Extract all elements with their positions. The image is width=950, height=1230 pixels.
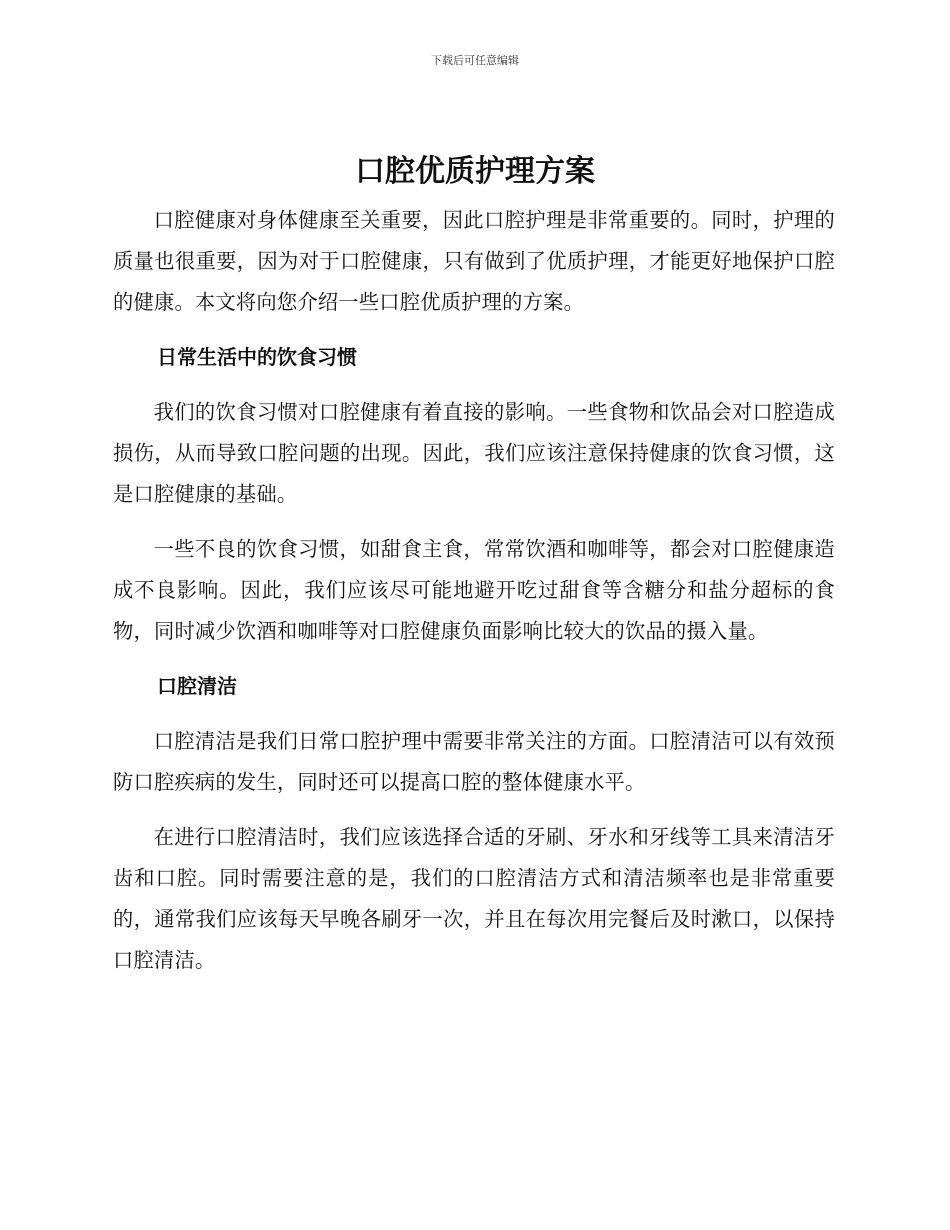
- document-body: [113, 200, 835, 995]
- page-header-note: 下载后可任意编辑: [431, 54, 519, 67]
- section-heading-cleaning: 口腔清洁: [157, 674, 237, 698]
- document-title: 口腔优质护理方案: [355, 154, 595, 189]
- diet-paragraph-1: 我们的饮食习惯对口腔健康有着直接的影响。一些食物和饮品会对口腔造成损伤，从而导致口腔问题的出现。因此，我们应该注意保持健康的饮食习惯，这是口腔健康的基础。: [113, 400, 835, 506]
- diet-paragraph-2: 一些不良的饮食习惯，如甜食主食，常常饮酒和咖啡等，都会对口腔健康造成不良影响。因此，我们应该尽可能地避开吃过甜食等含糖分和盐分超标的食物，同时减少饮酒和咖啡等对口腔健康负面影响比较大的饮品的摄入量。: [113, 537, 835, 643]
- cleaning-paragraph-2: 在进行口腔清洁时，我们应该选择合适的牙刷、牙水和牙线等工具来清洁牙齿和口腔。同时需要注意的是，我们的口腔清洁方式和清洁频率也是非常重要的，通常我们应该每天早晚各刷牙一次，并且在每次用完餐后及时漱口，以保持口腔清洁。: [113, 825, 835, 972]
- section-heading-diet: 日常生活中的饮食习惯: [157, 345, 357, 369]
- cleaning-paragraph-1: 口腔清洁是我们日常口腔护理中需要非常关注的方面。口腔清洁可以有效预防口腔疾病的发生，同时还可以提高口腔的整体健康水平。: [113, 729, 835, 794]
- intro-paragraph: 口腔健康对身体健康至关重要，因此口腔护理是非常重要的。同时，护理的质量也很重要，因为对于口腔健康，只有做到了优质护理，才能更好地保护口腔的健康。本文将向您介绍一些口腔优质护理的方案。: [113, 208, 835, 314]
